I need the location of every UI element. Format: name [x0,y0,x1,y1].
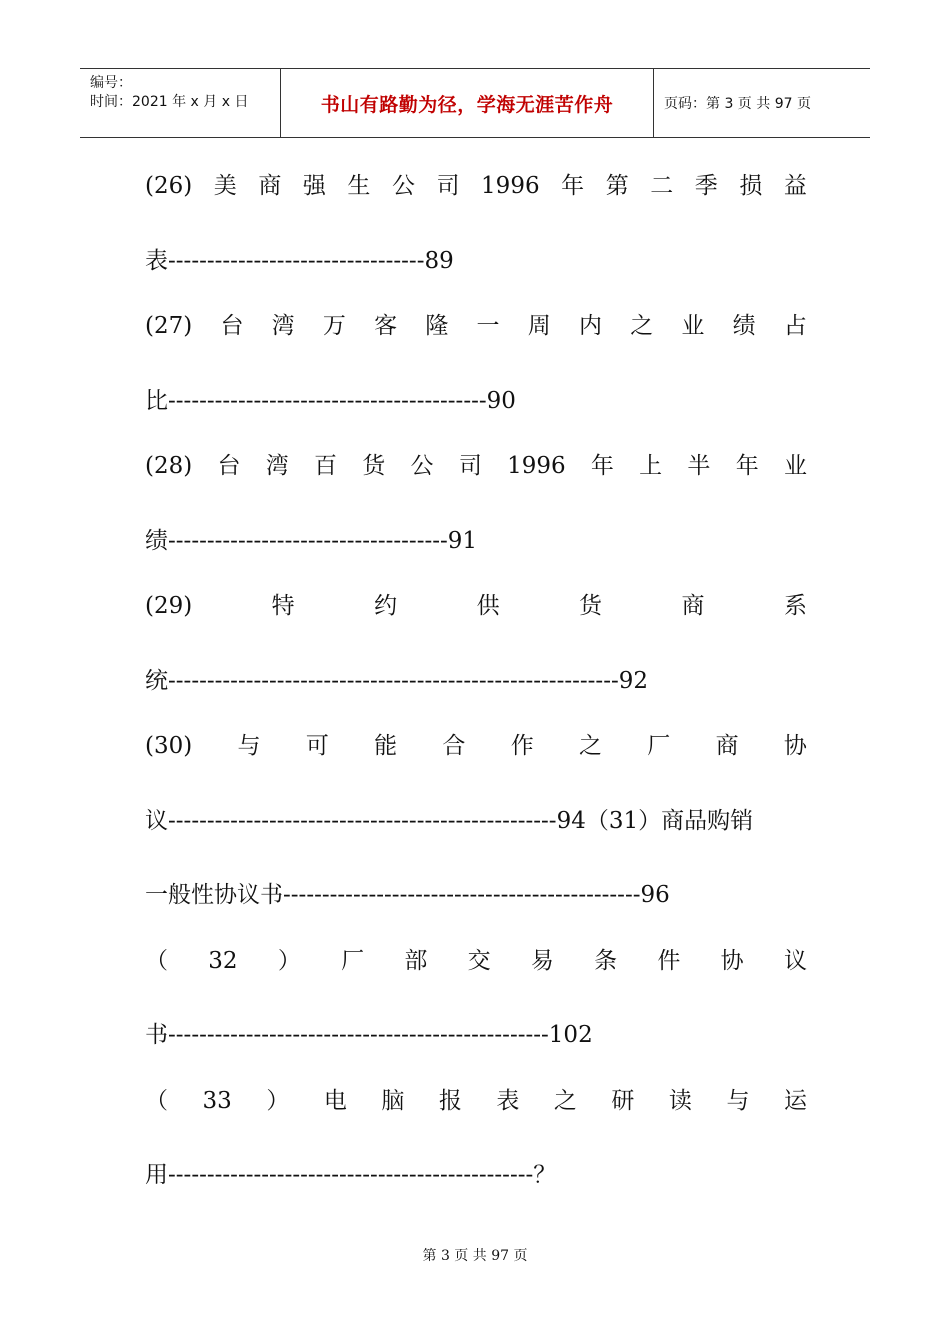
toc-heading-glyph: 表 [496,1088,520,1114]
toc-entry-27-heading [145,311,807,341]
toc-heading-glyph: (27) [145,313,193,339]
toc-heading-glyph: 特 [271,593,295,619]
toc-heading-glyph: 系 [783,593,807,619]
toc-heading-glyph: 第 [605,173,629,199]
toc-entry-33-leader: 用-----------------------------------------------？ [145,1162,557,1188]
toc-heading-glyph: 周 [527,313,551,339]
toc-entry-28-heading [145,451,807,481]
toc-heading-glyph: 司 [458,453,482,479]
toc-heading-glyph: 33 [202,1088,232,1114]
motto: 书山有路勤为径，学海无涯苦作舟 [320,93,614,116]
toc-heading-glyph: 内 [578,313,602,339]
toc-heading-glyph: 万 [322,313,346,339]
toc-heading-glyph: 损 [739,173,763,199]
toc-entry-29-leader: 统----------------------------------------------------------92 [145,668,649,694]
toc-heading-glyph: 之 [553,1088,577,1114]
document-date: 时间：2021 年 x 月 x 日 [90,94,249,110]
toc-heading-glyph: （ [145,948,168,974]
toc-heading-glyph: 商 [715,733,739,759]
toc-heading-glyph: 商 [681,593,705,619]
toc-heading-glyph: ） [277,948,301,974]
toc-heading-glyph: (30) [145,733,193,759]
toc-heading-glyph: 合 [442,733,466,759]
toc-heading-glyph: 业 [783,453,807,479]
toc-heading-glyph: 商 [258,173,282,199]
toc-heading-glyph: 电 [323,1088,347,1114]
toc-heading-glyph: 年 [561,173,585,199]
toc-entry-26-leader: 表---------------------------------89 [145,248,454,274]
toc-entry-32-leader: 书-------------------------------------------------102 [145,1022,593,1048]
toc-heading-glyph: 二 [650,173,674,199]
toc-heading-glyph: 年 [590,453,614,479]
toc-heading-glyph: 研 [611,1088,635,1114]
toc-heading-glyph: 美 [213,173,237,199]
toc-entry-27-leader: 比-----------------------------------------90 [145,388,516,414]
toc-heading-glyph: 益 [783,173,807,199]
header-meta [80,69,281,137]
toc-heading-glyph: （ [145,1088,168,1114]
toc-entry-31-leader: 一般性协议书----------------------------------------------96 [145,882,670,908]
toc-heading-glyph: 厂 [647,733,671,759]
toc-heading-glyph: 湾 [265,453,289,479]
toc-heading-glyph: (29) [145,593,193,619]
toc-heading-glyph: 客 [374,313,398,339]
toc-entry-33-heading [145,1086,807,1116]
toc-heading-glyph: 脑 [381,1088,405,1114]
toc-heading-glyph: 百 [314,453,338,479]
toc-heading-glyph: 生 [347,173,371,199]
toc-heading-glyph: 交 [467,948,491,974]
toc-heading-glyph: 条 [594,948,618,974]
toc-heading-glyph: 件 [657,948,681,974]
document-number-label: 编号： [90,75,132,91]
toc-heading-glyph: 半 [687,453,711,479]
toc-heading-glyph: 台 [217,453,241,479]
toc-heading-glyph: 约 [374,593,398,619]
toc-heading-glyph: 司 [436,173,460,199]
toc-entry-32-heading [145,946,807,976]
toc-heading-glyph: 与 [726,1088,750,1114]
toc-entry-30-heading [145,731,807,761]
toc-heading-glyph: (26) [145,173,193,199]
toc-heading-glyph: 货 [362,453,386,479]
header-motto-cell [281,69,654,137]
toc-heading-glyph: 绩 [732,313,756,339]
toc-heading-glyph: ） [266,1088,290,1114]
toc-heading-glyph: 易 [530,948,554,974]
toc-heading-glyph: 隆 [425,313,449,339]
toc-heading-glyph: 可 [305,733,329,759]
toc-heading-glyph: (28) [145,453,193,479]
toc-heading-glyph: 一 [476,313,500,339]
toc-heading-glyph: 1996 [481,173,540,199]
toc-heading-glyph: 业 [681,313,705,339]
toc-heading-glyph: 运 [783,1088,807,1114]
toc-heading-glyph: 供 [476,593,500,619]
toc-heading-glyph: 报 [438,1088,462,1114]
toc-heading-glyph: 占 [783,313,807,339]
toc-heading-glyph: 公 [391,173,415,199]
toc-heading-glyph: 议 [783,948,807,974]
toc-entry-28-leader: 绩------------------------------------91 [145,528,478,554]
toc-heading-glyph: 之 [579,733,602,759]
toc-heading-glyph: 强 [302,173,326,199]
toc-heading-glyph: 作 [510,733,534,759]
page-header [80,68,870,138]
toc-heading-glyph: 厂 [341,948,365,974]
toc-heading-glyph: 32 [208,948,238,974]
toc-heading-glyph: 季 [694,173,718,199]
toc-heading-glyph: 湾 [271,313,295,339]
header-page-cell [654,69,870,137]
toc-heading-glyph: 读 [668,1088,692,1114]
page-footer: 第 3 页 共 97 页 [422,1248,528,1264]
page-info: 页码：第 3 页 共 97 页 [664,96,811,112]
toc-heading-glyph: 协 [783,733,807,759]
toc-heading-glyph: 部 [404,948,428,974]
toc-heading-glyph: 1996 [507,453,566,479]
toc-heading-glyph: 年 [735,453,759,479]
toc-heading-glyph: 协 [720,948,744,974]
toc-heading-glyph: 货 [579,593,603,619]
toc-entry-29-heading [145,591,807,621]
toc-heading-glyph: 上 [639,453,663,479]
toc-heading-glyph: 公 [410,453,434,479]
toc-heading-glyph: 台 [220,313,244,339]
toc-heading-glyph: 与 [237,733,261,759]
toc-entry-30-leader: 议--------------------------------------------------94（31）商品购销 [145,808,754,834]
toc-heading-glyph: 能 [374,733,398,759]
toc-entry-26-heading [145,171,807,201]
toc-heading-glyph: 之 [630,313,654,339]
